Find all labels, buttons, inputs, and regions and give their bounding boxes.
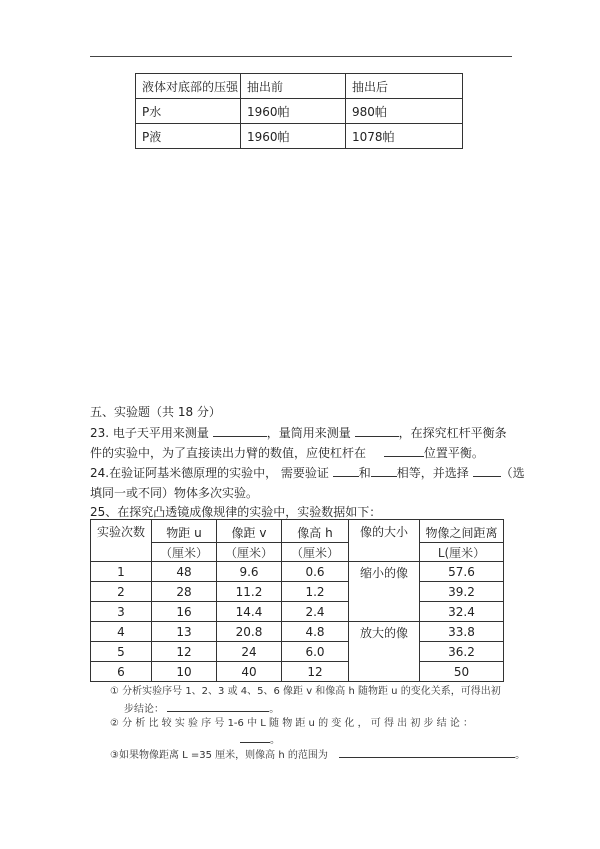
table-header-row (91, 543, 504, 562)
table-cell: 32.4 (420, 602, 504, 622)
table-cell: 0.6 (282, 562, 349, 582)
table-header: 物距 u (152, 520, 217, 543)
table-cell: 6.0 (282, 642, 349, 662)
table-cell: 1.2 (282, 582, 349, 602)
table-cell: 3 (91, 602, 152, 622)
table-cell: 980帕 (346, 99, 463, 124)
table-row (91, 602, 504, 622)
table-cell: P水 (136, 99, 241, 124)
table-header: 物像之间距离 (420, 520, 504, 543)
table-header: L(厘米） (420, 543, 504, 562)
section-title: 五、实验题（共 18 分） (90, 405, 221, 419)
table-cell: 14.4 (217, 602, 282, 622)
table-cell: 1 (91, 562, 152, 582)
table-cell: 16 (152, 602, 217, 622)
table-cell: P液 (136, 124, 241, 149)
table-cell: 48 (152, 562, 217, 582)
table-cell: 缩小的像 (349, 562, 420, 622)
table-cell: 2.4 (282, 602, 349, 622)
pressure-table (135, 73, 463, 149)
table-header: 抽出后 (346, 74, 463, 99)
question-23-line-2: 件的实验中，为了直接读出力臂的数值，应使杠杆在 位置平衡。 (90, 443, 484, 463)
table-cell: 39.2 (420, 582, 504, 602)
table-cell: 57.6 (420, 562, 504, 582)
table-row (91, 642, 504, 662)
table-row (136, 74, 463, 99)
table-row (136, 99, 463, 124)
table-cell: 36.2 (420, 642, 504, 662)
question-24-line-2: 填同一或不同）物体多次实验。 (90, 486, 259, 500)
table-header-row (91, 520, 504, 543)
table-cell: 4 (91, 622, 152, 642)
table-header: （厘米） (282, 543, 349, 562)
table-cell: 28 (152, 582, 217, 602)
table-cell: 50 (420, 662, 504, 682)
table-cell: 放大的像 (349, 622, 420, 682)
table-header: （厘米） (217, 543, 282, 562)
answer-blank[interactable] (213, 423, 267, 437)
table-cell: 40 (217, 662, 282, 682)
table-header: （厘米） (152, 543, 217, 562)
table-cell: 1078帕 (346, 124, 463, 149)
table-cell: 20.8 (217, 622, 282, 642)
lens-table (90, 519, 504, 682)
table-cell: 12 (282, 662, 349, 682)
answer-blank[interactable] (339, 747, 515, 758)
answer-blank[interactable] (240, 732, 270, 743)
question-25-intro: 25、在探究凸透镜成像规律的实验中，实验数据如下： (90, 505, 382, 519)
question-24-line-1: 24.在验证阿基米德原理的实验中， 需要验证 和 相等，并选择 （选 (90, 463, 525, 483)
table-cell: 13 (152, 622, 217, 642)
table-cell: 9.6 (217, 562, 282, 582)
table-row (91, 662, 504, 682)
table-row (91, 622, 504, 642)
answer-blank[interactable] (371, 463, 397, 477)
table-cell: 12 (152, 642, 217, 662)
note-1-line-2: 步结论： 。 (124, 701, 279, 718)
answer-blank[interactable] (384, 443, 424, 457)
table-cell: 24 (217, 642, 282, 662)
header-rule (90, 56, 512, 57)
table-cell: 1960帕 (241, 99, 346, 124)
table-cell: 1960帕 (241, 124, 346, 149)
note-2-line-1: ② 分 析 比 较 实 验 序 号 1-6 中 L 随 物 距 u 的 变 化 ， 可 得 出 初 步 结 论 ： (110, 718, 474, 729)
note-1-line-1: ① 分析实验序号 1、2、3 或 4、5、6 像距 v 和像高 h 随物距 u 的变化关系，可得出初 (110, 686, 501, 697)
answer-blank[interactable] (333, 463, 359, 477)
question-23-line-1: 23. 电子天平用来测量 ，量筒用来测量 ，在探究杠杆平衡条 (90, 423, 507, 443)
answer-blank[interactable] (473, 463, 501, 477)
table-header: 像距 v (217, 520, 282, 543)
answer-blank[interactable] (167, 701, 269, 712)
table-cell: 11.2 (217, 582, 282, 602)
table-header: 像的大小 (349, 520, 420, 562)
table-header: 像高 h (282, 520, 349, 543)
table-row (136, 124, 463, 149)
table-cell: 33.8 (420, 622, 504, 642)
note-2-line-2: 。 (240, 732, 280, 749)
answer-blank[interactable] (355, 423, 399, 437)
table-header: 抽出前 (241, 74, 346, 99)
table-cell: 6 (91, 662, 152, 682)
table-header: 液体对底部的压强 (136, 74, 241, 99)
table-cell: 4.8 (282, 622, 349, 642)
table-row (91, 582, 504, 602)
table-header: 实验次数 (91, 520, 152, 562)
table-row (91, 562, 504, 582)
table-cell: 5 (91, 642, 152, 662)
table-cell: 2 (91, 582, 152, 602)
note-3: ③如果物像距离 L =35 厘米，则像高 h 的范围为 。 (110, 747, 525, 764)
table-cell: 10 (152, 662, 217, 682)
